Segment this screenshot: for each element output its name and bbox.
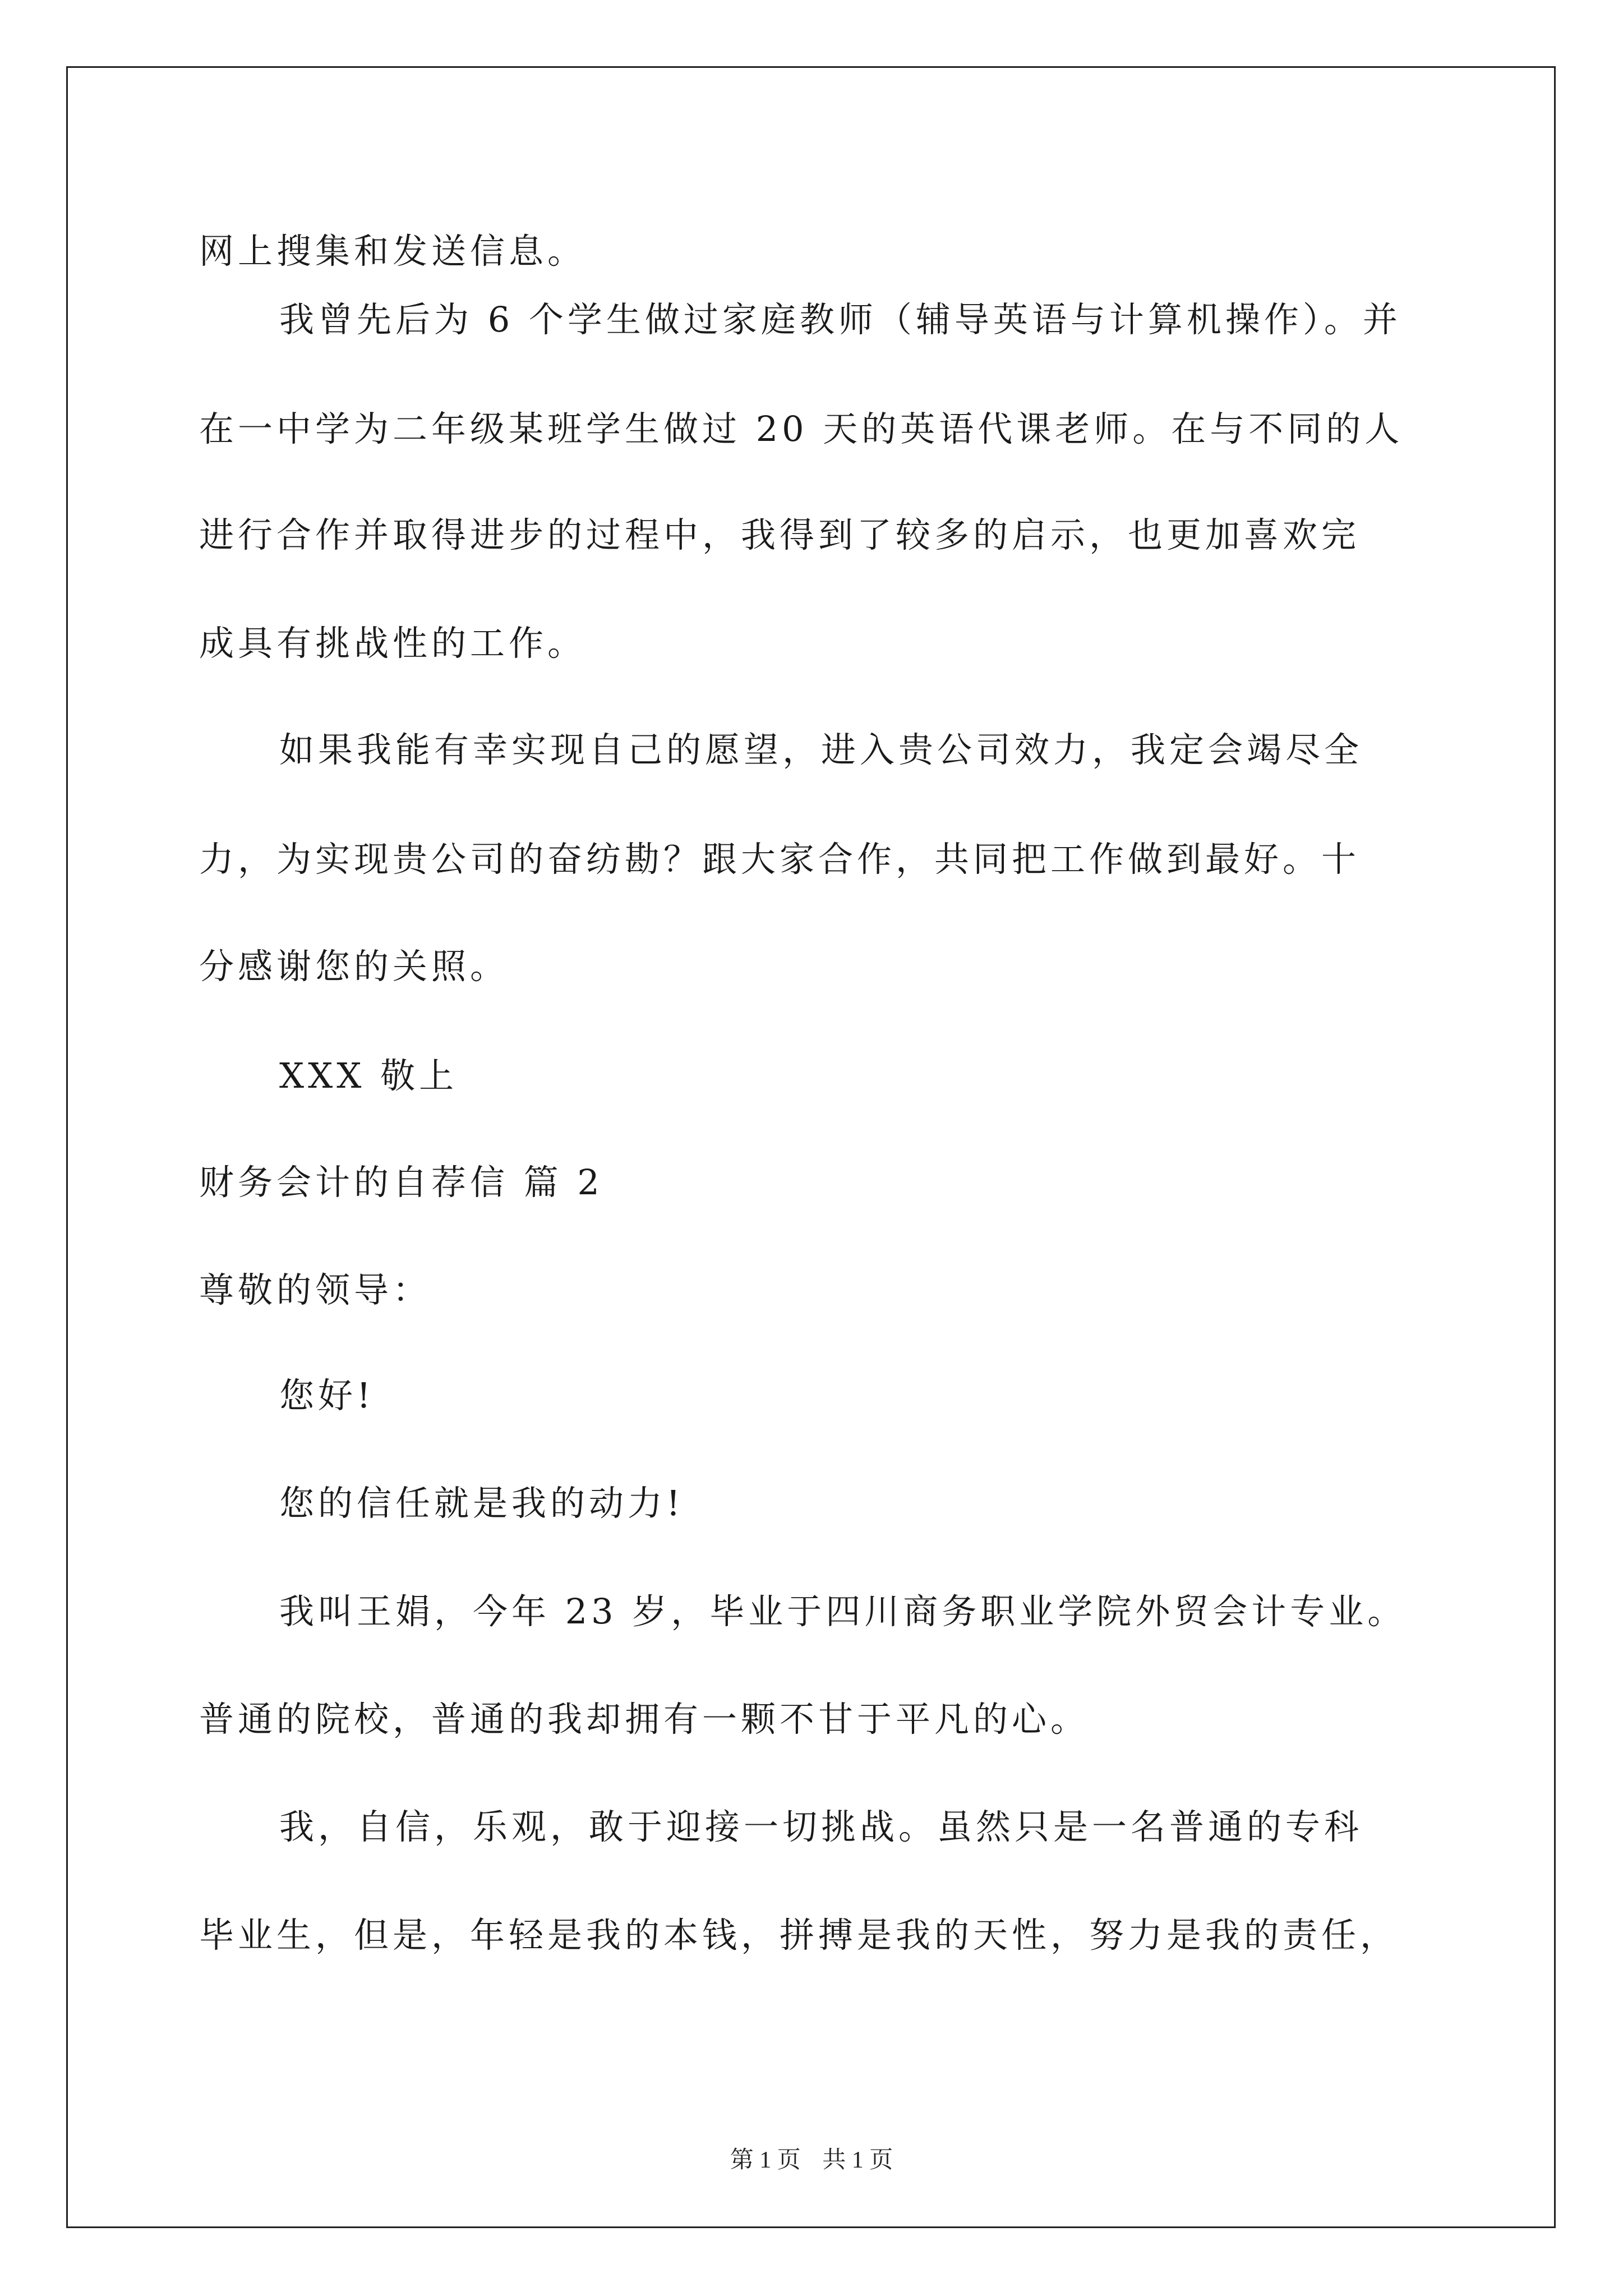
page-total: 共 1 页 — [822, 2147, 893, 2173]
section-heading: 财务会计的自荐信 篇 2 — [199, 1162, 603, 1203]
text-line: 普通的院校，普通的我却拥有一颗不甘于平凡的心。 — [199, 1699, 1090, 1740]
text-line: 如果我能有幸实现自己的愿望，进入贵公司效力，我定会竭尽全 — [279, 729, 1363, 770]
text-line: 您的信任就是我的动力! — [279, 1483, 684, 1524]
signature-line: XXX 敬上 — [279, 1055, 458, 1096]
page-border — [66, 66, 1556, 2228]
text-line: 成具有挑战性的工作。 — [199, 623, 587, 664]
text-line: 力，为实现贵公司的奋纺勘？跟大家合作，共同把工作做到最好。十 — [199, 839, 1361, 880]
page-footer — [0, 2145, 1623, 2176]
text-line: 您好! — [279, 1375, 375, 1416]
text-line: 进行合作并取得进步的过程中，我得到了较多的启示，也更加喜欢完 — [199, 514, 1361, 555]
text-line: 网上搜集和发送信息。 — [199, 231, 587, 272]
text-line: 毕业生，但是，年轻是我的本钱，拼搏是我的天性，努力是我的责任， — [199, 1915, 1399, 1955]
text-line: 我叫王娟，今年 23 岁，毕业于四川商务职业学院外贸会计专业。 — [279, 1591, 1407, 1632]
text-line: 我，自信，乐观，敢于迎接一切挑战。虽然只是一名普通的专科 — [279, 1806, 1363, 1847]
salutation: 尊敬的领导： — [199, 1269, 432, 1310]
text-line: 我曾先后为 6 个学生做过家庭教师（辅导英语与计算机操作）。并 — [279, 299, 1401, 340]
text-line: 在一中学为二年级某班学生做过 20 天的英语代课老师。在与不同的人 — [199, 408, 1404, 449]
text-line: 分感谢您的关照。 — [199, 946, 509, 987]
page-number: 第 1 页 — [730, 2147, 801, 2173]
